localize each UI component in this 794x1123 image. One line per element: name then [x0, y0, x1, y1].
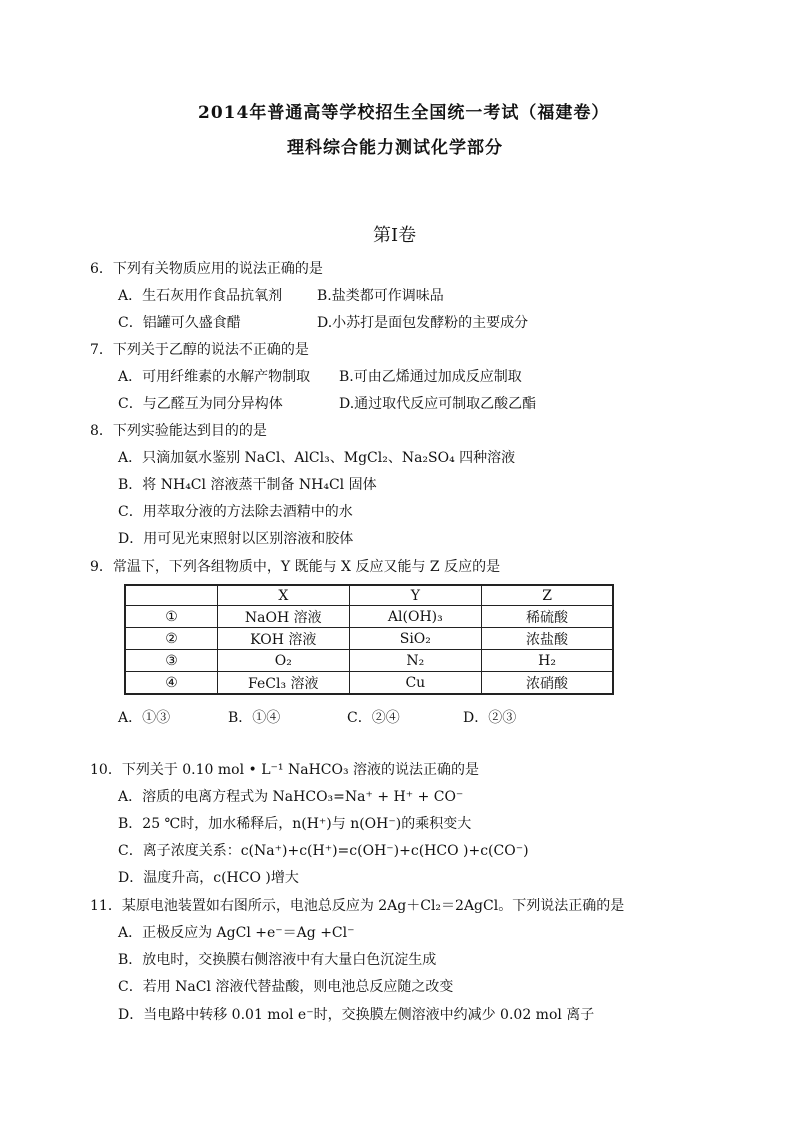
question-6-stem: 6．下列有关物质应用的说法正确的是 — [90, 261, 323, 277]
table-cell: O₂ — [218, 650, 350, 672]
question-9-option-c: C．②④ — [347, 710, 400, 726]
question-9-option-d: D．②③ — [463, 710, 517, 726]
section-heading: 第I卷 — [373, 225, 417, 246]
table-cell: ① — [125, 606, 218, 628]
table-row — [125, 650, 613, 672]
exam-subtitle: 理科综合能力测试化学部分 — [287, 138, 503, 158]
question-8-option-b: B．将 NH₄Cl 溶液蒸干制备 NH₄Cl 固体 — [118, 477, 377, 493]
question-11-option-c: C．若用 NaCl 溶液代替盐酸，则电池总反应随之改变 — [118, 979, 454, 995]
exam-title: 2014年普通高等学校招生全国统一考试（福建卷） — [198, 103, 610, 123]
table-cell: NaOH 溶液 — [218, 606, 350, 628]
table-cell: Cu — [349, 672, 482, 695]
question-7-option-a: A．可用纤维素的水解产物制取 — [118, 369, 311, 385]
question-6-option-d: D.小苏打是面包发酵粉的主要成分 — [317, 315, 529, 331]
question-7-option-c: C．与乙醛互为同分异构体 — [118, 396, 283, 412]
question-10-option-b: B．25 ℃时，加水稀释后，n(H⁺)与 n(OH⁻)的乘积变大 — [118, 816, 472, 832]
question-9-option-b: B．①④ — [228, 710, 281, 726]
question-10-option-c: C．离子浓度关系：c(Na⁺)+c(H⁺)=c(OH⁻)+c(HCO )+c(CO⁻) — [118, 843, 529, 859]
question-10-option-d: D．温度升高，c(HCO )增大 — [118, 870, 299, 886]
question-10-option-a: A．溶质的电离方程式为 NaHCO₃=Na⁺ + H⁺ + CO⁻ — [118, 789, 464, 805]
question-7-stem: 7．下列关于乙醇的说法不正确的是 — [90, 342, 309, 358]
table-row — [125, 672, 613, 695]
table-header-cell: Y — [349, 585, 482, 606]
question-10-stem: 10．下列关于 0.10 mol • L⁻¹ NaHCO₃ 溶液的说法正确的是 — [90, 762, 480, 778]
question-8-stem: 8．下列实验能达到目的的是 — [90, 423, 267, 439]
question-8-option-a: A．只滴加氨水鉴别 NaCl、AlCl₃、MgCl₂、Na₂SO₄ 四种溶液 — [118, 450, 516, 466]
question-9-stem: 9．常温下，下列各组物质中，Y 既能与 X 反应又能与 Z 反应的是 — [90, 559, 501, 575]
question-11-stem: 11．某原电池装置如右图所示，电池总反应为 2Ag＋Cl₂＝2AgCl。下列说法正确的是 — [90, 898, 625, 914]
table-cell: Al(OH)₃ — [349, 606, 482, 628]
question-6-option-a: A．生石灰用作食品抗氧剂 — [118, 288, 283, 304]
table-cell: SiO₂ — [349, 628, 482, 650]
table-cell: ② — [125, 628, 218, 650]
table-cell: FeCl₃ 溶液 — [218, 672, 350, 695]
question-9-option-a: A．①③ — [118, 710, 171, 726]
question-7-option-b: B.可由乙烯通过加成反应制取 — [339, 369, 522, 385]
question-7-option-d: D.通过取代反应可制取乙酸乙酯 — [339, 396, 537, 412]
question-11-option-a: A．正极反应为 AgCl +e⁻＝Ag +Cl⁻ — [118, 925, 355, 941]
table-cell: 稀硫酸 — [482, 606, 613, 628]
table-row — [125, 606, 613, 628]
question-8-option-d: D．用可见光束照射以区别溶液和胶体 — [118, 531, 354, 547]
table-cell: KOH 溶液 — [218, 628, 350, 650]
table-header-cell — [125, 585, 218, 606]
question-6-option-c: C．铝罐可久盛食醋 — [118, 315, 241, 331]
table-cell: ③ — [125, 650, 218, 672]
question-6-option-b: B.盐类都可作调味品 — [317, 288, 444, 304]
table-cell: ④ — [125, 672, 218, 695]
question-9-table — [124, 584, 614, 695]
table-cell: N₂ — [349, 650, 482, 672]
question-11-option-b: B．放电时，交换膜右侧溶液中有大量白色沉淀生成 — [118, 952, 437, 968]
table-cell: 浓盐酸 — [482, 628, 613, 650]
table-cell: H₂ — [482, 650, 613, 672]
question-11-option-d: D．当电路中转移 0.01 mol e⁻时，交换膜左侧溶液中约减少 0.02 mol 离子 — [118, 1007, 595, 1023]
question-8-option-c: C．用萃取分液的方法除去酒精中的水 — [118, 504, 353, 520]
table-header-cell: Z — [482, 585, 613, 606]
table-header-row — [125, 585, 613, 606]
table-cell: 浓硝酸 — [482, 672, 613, 695]
table-header-cell: X — [218, 585, 350, 606]
table-row — [125, 628, 613, 650]
